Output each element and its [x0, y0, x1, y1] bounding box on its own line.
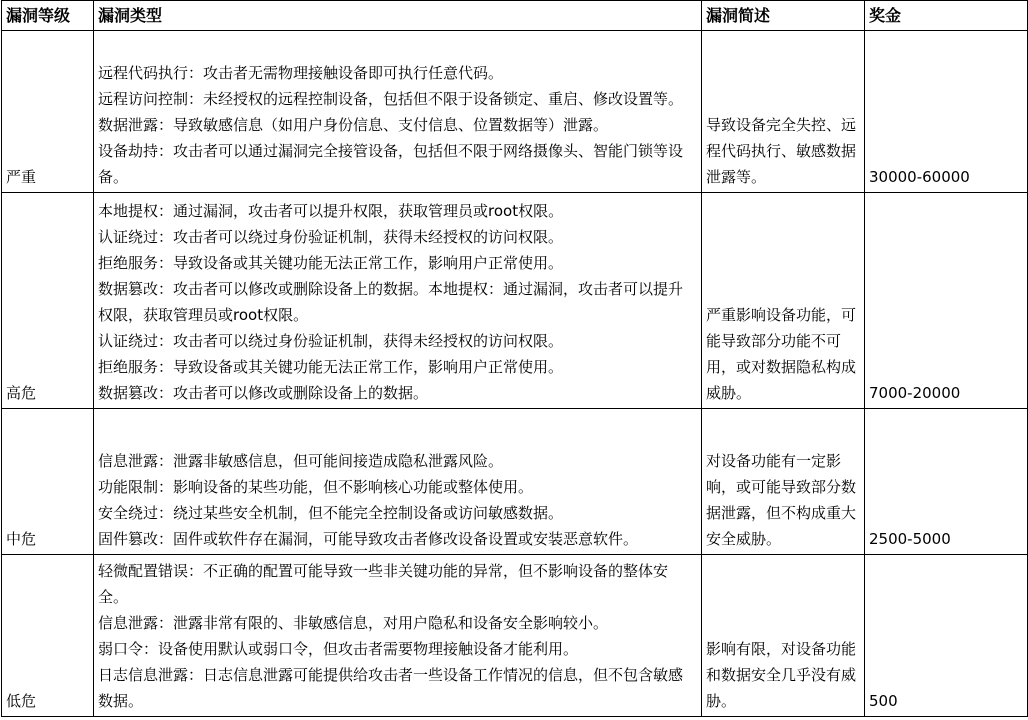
- level-cell: [2, 555, 94, 717]
- table-row: [2, 193, 1028, 409]
- level-label: 高危: [6, 384, 37, 402]
- level-cell: [2, 31, 94, 193]
- level-label: 低危: [6, 692, 37, 710]
- table-row: [2, 555, 1028, 717]
- type-item: 日志信息泄露：日志信息泄露可能提供给攻击者一些设备工作情况的信息，但不包含敏感数据。: [98, 666, 684, 710]
- summary-text: 严重影响设备功能，可能导致部分功能不可用，或对数据隐私构成威胁。: [706, 306, 857, 402]
- level-label: 严重: [6, 168, 37, 186]
- reward-amount: 7000-20000: [869, 384, 961, 402]
- type-item: 远程代码执行：攻击者无需物理接触设备即可执行任意代码。: [98, 64, 504, 82]
- vulnerability-reward-table: [1, 0, 1028, 717]
- type-item: 认证绕过：攻击者可以绕过身份验证机制，获得未经授权的访问权限。: [98, 228, 564, 246]
- type-item: 功能限制：影响设备的某些功能，但不影响核心功能或整体使用。: [98, 478, 534, 496]
- type-cell: [94, 31, 702, 193]
- summary-cell: [702, 31, 865, 193]
- type-item: 数据泄露：导致敏感信息（如用户身份信息、支付信息、位置数据等）泄露。: [98, 116, 609, 134]
- type-cell: [94, 409, 702, 555]
- type-item: 信息泄露：泄露非常有限的、非敏感信息，对用户隐私和设备安全影响较小。: [98, 614, 609, 632]
- table-header-row: [2, 1, 1028, 31]
- type-cell: [94, 193, 702, 409]
- reward-cell: [865, 31, 1028, 193]
- summary-text: 对设备功能有一定影响，或可能导致部分数据泄露，但不构成重大安全威胁。: [706, 452, 857, 548]
- type-item: 数据篡改：攻击者可以修改或删除设备上的数据。: [98, 384, 429, 402]
- reward-amount: 2500-5000: [869, 530, 951, 548]
- type-item: 数据篡改：攻击者可以修改或删除设备上的数据。本地提权：通过漏洞，攻击者可以提升权限，获取管理员或root权限。: [98, 280, 684, 324]
- summary-text: 影响有限，对设备功能和数据安全几乎没有威胁。: [706, 640, 857, 710]
- summary-text: 导致设备完全失控、远程代码执行、敏感数据泄露等。: [706, 116, 857, 186]
- type-item: 弱口令：设备使用默认或弱口令，但攻击者需要物理接触设备才能利用。: [98, 640, 579, 658]
- level-cell: [2, 193, 94, 409]
- table-row: [2, 409, 1028, 555]
- type-cell: [94, 555, 702, 717]
- type-item: 安全绕过：绕过某些安全机制，但不能完全控制设备或访问敏感数据。: [98, 504, 564, 522]
- type-item: 轻微配置错误：不正确的配置可能导致一些非关键功能的异常，但不影响设备的整体安全。: [98, 562, 669, 606]
- type-item: 固件篡改：固件或软件存在漏洞，可能导致攻击者修改设备设置或安装恶意软件。: [98, 530, 639, 548]
- summary-cell: [702, 409, 865, 555]
- summary-cell: [702, 193, 865, 409]
- reward-cell: [865, 409, 1028, 555]
- reward-cell: [865, 555, 1028, 717]
- header-reward: 奖金: [865, 1, 1028, 31]
- type-item: 拒绝服务：导致设备或其关键功能无法正常工作，影响用户正常使用。: [98, 358, 564, 376]
- header-level: 漏洞等级: [2, 1, 94, 31]
- type-item: 远程访问控制：未经授权的远程控制设备，包括但不限于设备锁定、重启、修改设置等。: [98, 90, 684, 108]
- reward-amount: 30000-60000: [869, 168, 970, 186]
- type-item: 拒绝服务：导致设备或其关键功能无法正常工作，影响用户正常使用。: [98, 254, 564, 272]
- type-item: 本地提权：通过漏洞，攻击者可以提升权限，获取管理员或root权限。: [98, 202, 564, 220]
- table-row: [2, 31, 1028, 193]
- header-type: 漏洞类型: [94, 1, 702, 31]
- type-item: 信息泄露：泄露非敏感信息，但可能间接造成隐私泄露风险。: [98, 452, 504, 470]
- summary-cell: [702, 555, 865, 717]
- level-label: 中危: [6, 530, 37, 548]
- reward-amount: 500: [869, 692, 898, 710]
- type-item: 认证绕过：攻击者可以绕过身份验证机制，获得未经授权的访问权限。: [98, 332, 564, 350]
- header-summary: 漏洞简述: [702, 1, 865, 31]
- reward-cell: [865, 193, 1028, 409]
- type-item: 设备劫持：攻击者可以通过漏洞完全接管设备，包括但不限于网络摄像头、智能门锁等设备。: [98, 142, 684, 186]
- level-cell: [2, 409, 94, 555]
